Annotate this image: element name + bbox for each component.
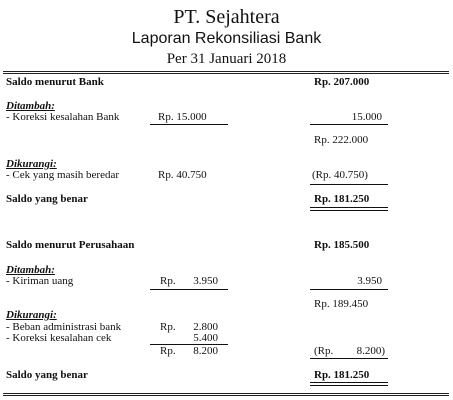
bank-less-underline [310,184,388,185]
perusahaan-less-item1-rp: Rp. [160,321,176,333]
perusahaan-add-item-rp: Rp. [160,275,176,287]
report-period: Per 31 Januari 2018 [166,51,287,67]
bank-add-item-amount: Rp. 15.000 [158,111,207,123]
bottom-rule-2 [3,395,449,396]
bank-less-total: (Rp. 40.750) [312,169,368,181]
bank-add-total-underline [310,124,388,125]
bank-benar-double-underline [310,207,388,211]
perusahaan-less-total-amount: 8.200) [356,345,385,357]
perusahaan-less-item2-label: - Koreksi kesalahan cek [6,332,112,344]
report-title: Laporan Rekonsiliasi Bank [131,30,322,47]
bank-add-item-total: 15.000 [351,111,382,123]
perusahaan-saldo-value: Rp. 185.500 [314,239,370,251]
perusahaan-less-item2-amount: 5.400 [193,332,218,344]
top-rule-1 [3,71,449,72]
perusahaan-dikurangi-label: Dikurangi: [6,309,57,321]
perusahaan-subtotal: Rp. 189.450 [314,298,369,310]
bank-add-underline [150,124,228,125]
bottom-rule-1 [3,393,449,394]
perusahaan-benar-double-underline [310,382,388,386]
bank-ditambah-label: Ditambah: [6,100,55,112]
bank-less-item-amount: Rp. 40.750 [158,169,207,181]
top-rule-2 [3,73,449,74]
perusahaan-ditambah-label: Ditambah: [6,264,55,276]
perusahaan-add-total-underline [310,289,388,290]
perusahaan-benar-value: Rp. 181.250 [314,369,370,381]
bank-saldo-value: Rp. 207.000 [314,76,370,88]
bank-add-item-label: - Koreksi kesalahan Bank [6,111,120,123]
perusahaan-saldo-label: Saldo menurut Perusahaan [6,239,135,251]
perusahaan-add-item-amount: 3.950 [193,275,218,287]
perusahaan-less-total-rp: (Rp. [314,345,334,357]
perusahaan-less-item1-amount: 2.800 [193,321,218,333]
company-name: PT. Sejahtera [173,6,280,28]
bank-saldo-label: Saldo menurut Bank [6,76,104,88]
perusahaan-less-total-underline [310,358,388,359]
perusahaan-benar-label: Saldo yang benar [6,369,88,381]
bank-dikurangi-label: Dikurangi: [6,158,57,170]
perusahaan-less-sum-amount: 8.200 [193,345,218,357]
bank-less-item-label: - Cek yang masih beredar [6,169,120,181]
bank-subtotal: Rp. 222.000 [314,134,369,146]
perusahaan-less-sum-rp: Rp. [160,345,176,357]
perusahaan-less-item1-label: - Beban administrasi bank [6,321,122,333]
bank-benar-value: Rp. 181.250 [314,193,370,205]
perusahaan-add-item-total: 3.950 [357,275,382,287]
perusahaan-add-underline [150,289,228,290]
perusahaan-add-item-label: - Kiriman uang [6,275,74,287]
bank-benar-label: Saldo yang benar [6,193,88,205]
